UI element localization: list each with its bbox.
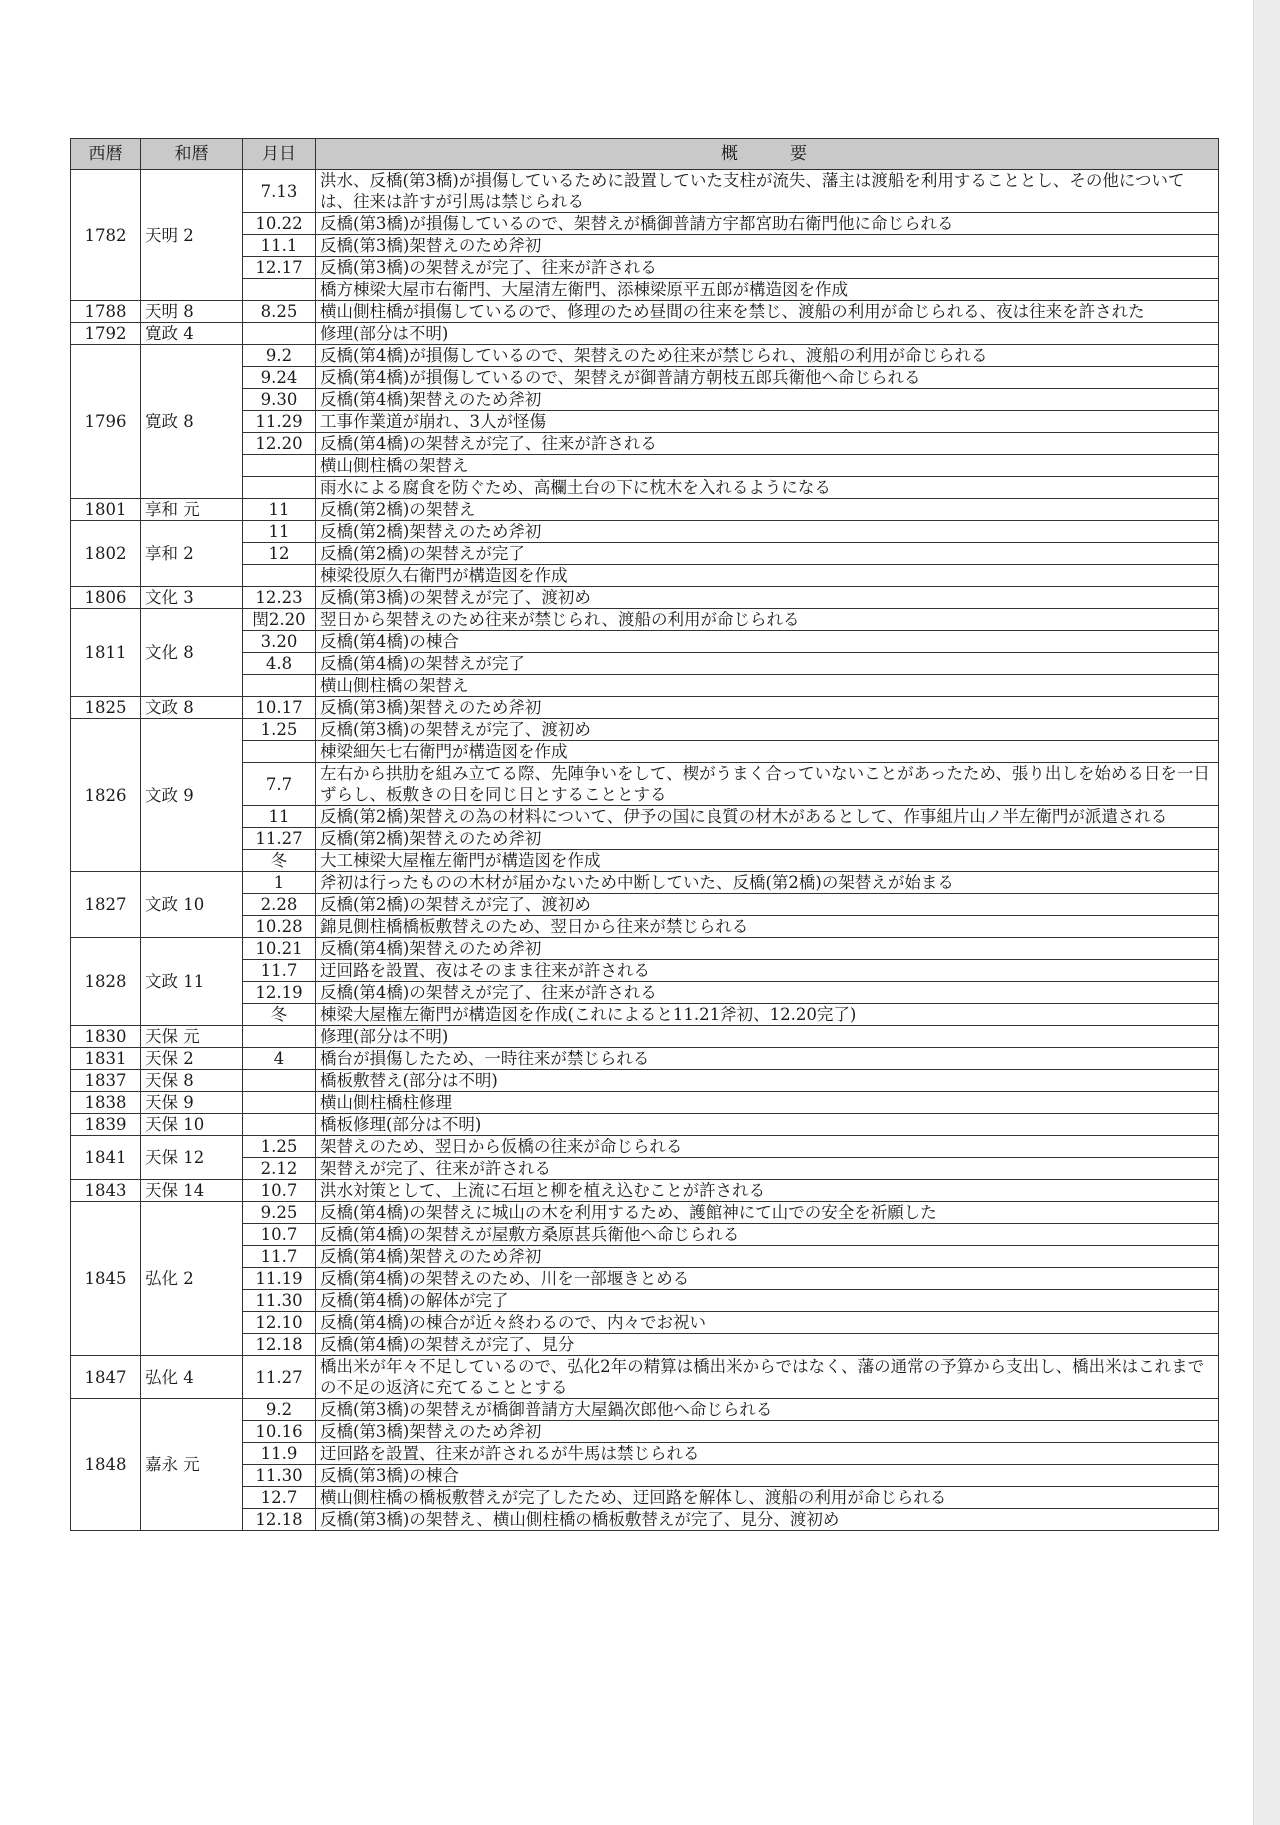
date-cell: [243, 279, 316, 301]
table-row: [71, 872, 1219, 894]
table-row: [71, 455, 1219, 477]
date-cell: 12: [243, 543, 316, 565]
date-cell: 9.24: [243, 367, 316, 389]
summary-cell: 錦見側柱橋橋板敷替えのため、翌日から往来が禁じられる: [316, 916, 1219, 938]
table-row: [71, 323, 1219, 345]
era-cell: 享和 元: [141, 499, 243, 521]
date-cell: 12.23: [243, 587, 316, 609]
summary-cell: 左右から拱肋を組み立てる際、先陣争いをして、楔がうまく合っていないことがあったため、張り出しを始める日を一日ずらし、板敷きの日を同じ日とすることとする: [316, 763, 1219, 806]
table-body: [71, 170, 1219, 1531]
table-row: [71, 982, 1219, 1004]
table-row: [71, 543, 1219, 565]
table-row: [71, 345, 1219, 367]
date-cell: 7.13: [243, 170, 316, 213]
table-row: [71, 1004, 1219, 1026]
summary-cell: 反橋(第4橋)の架替えが完了、往来が許される: [316, 433, 1219, 455]
era-cell: 寛政 4: [141, 323, 243, 345]
summary-cell: 反橋(第3橋)の架替えが完了、往来が許される: [316, 257, 1219, 279]
date-cell: 11.9: [243, 1443, 316, 1465]
date-cell: 閏2.20: [243, 609, 316, 631]
era-cell: 天保 2: [141, 1048, 243, 1070]
table-row: [71, 741, 1219, 763]
summary-cell: 洪水、反橋(第3橋)が損傷しているために設置していた支柱が流失、藩主は渡船を利用することとし、その他については、往来は許すが引馬は禁じられる: [316, 170, 1219, 213]
table-row: [71, 587, 1219, 609]
summary-cell: 反橋(第4橋)の架替えのため、川を一部堰きとめる: [316, 1268, 1219, 1290]
year-cell: 1831: [71, 1048, 141, 1070]
table-row: [71, 1290, 1219, 1312]
year-cell: 1841: [71, 1136, 141, 1180]
date-cell: 1: [243, 872, 316, 894]
summary-cell: 棟梁大屋権左衛門が構造図を作成(これによると11.21斧初、12.20完了): [316, 1004, 1219, 1026]
table-row: [71, 213, 1219, 235]
summary-cell: 架替えが完了、往来が許される: [316, 1158, 1219, 1180]
era-cell: 天保 14: [141, 1180, 243, 1202]
summary-cell: 反橋(第4橋)の架替えが完了、見分: [316, 1334, 1219, 1356]
summary-cell: 橋板修理(部分は不明): [316, 1114, 1219, 1136]
summary-cell: 反橋(第3橋)架替えのため斧初: [316, 235, 1219, 257]
summary-cell: 反橋(第4橋)架替えのため斧初: [316, 389, 1219, 411]
summary-cell: 反橋(第2橋)架替えの為の材料について、伊予の国に良質の材木があるとして、作事組片山ノ半左衛門が派遣される: [316, 806, 1219, 828]
table-row: [71, 1070, 1219, 1092]
date-cell: 11.27: [243, 1356, 316, 1399]
summary-cell: 反橋(第3橋)の架替え、横山側柱橋の橋板敷替えが完了、見分、渡初め: [316, 1509, 1219, 1531]
table-row: [71, 631, 1219, 653]
era-cell: 天保 元: [141, 1026, 243, 1048]
summary-cell: 反橋(第4橋)の架替えが完了、往来が許される: [316, 982, 1219, 1004]
year-cell: 1839: [71, 1114, 141, 1136]
date-cell: 12.17: [243, 257, 316, 279]
summary-cell: 反橋(第2橋)の架替えが完了、渡初め: [316, 894, 1219, 916]
table-row: [71, 301, 1219, 323]
date-cell: 12.10: [243, 1312, 316, 1334]
summary-cell: 翌日から架替えのため往来が禁じられ、渡船の利用が命じられる: [316, 609, 1219, 631]
summary-cell: 反橋(第4橋)の架替えが完了: [316, 653, 1219, 675]
date-cell: 10.21: [243, 938, 316, 960]
era-cell: 文政 11: [141, 938, 243, 1026]
year-cell: 1802: [71, 521, 141, 587]
summary-cell: 横山側柱橋柱修理: [316, 1092, 1219, 1114]
date-cell: 1.25: [243, 1136, 316, 1158]
date-cell: 10.7: [243, 1224, 316, 1246]
date-cell: [243, 1070, 316, 1092]
header-year: 西暦: [71, 139, 141, 170]
date-cell: [243, 741, 316, 763]
summary-cell: 橋出米が年々不足しているので、弘化2年の精算は橋出米からではなく、藩の通常の予算から支出し、橋出米はこれまでの不足の返済に充てることとする: [316, 1356, 1219, 1399]
date-cell: [243, 323, 316, 345]
summary-cell: 反橋(第2橋)架替えのため斧初: [316, 828, 1219, 850]
year-cell: 1838: [71, 1092, 141, 1114]
summary-cell: 反橋(第2橋)の架替え: [316, 499, 1219, 521]
table-row: [71, 565, 1219, 587]
summary-cell: 反橋(第4橋)の架替えに城山の木を利用するため、護館神にて山での安全を祈願した: [316, 1202, 1219, 1224]
summary-cell: 反橋(第4橋)架替えのため斧初: [316, 938, 1219, 960]
date-cell: [243, 1026, 316, 1048]
table-header-row: [71, 139, 1219, 170]
summary-cell: 迂回路を設置、往来が許されるが牛馬は禁じられる: [316, 1443, 1219, 1465]
table-row: [71, 916, 1219, 938]
date-cell: 4: [243, 1048, 316, 1070]
date-cell: [243, 1114, 316, 1136]
era-cell: 天保 8: [141, 1070, 243, 1092]
table-row: [71, 1202, 1219, 1224]
date-cell: 9.30: [243, 389, 316, 411]
date-cell: 10.7: [243, 1180, 316, 1202]
date-cell: 11: [243, 499, 316, 521]
year-cell: 1825: [71, 697, 141, 719]
table-row: [71, 938, 1219, 960]
era-cell: 弘化 4: [141, 1356, 243, 1399]
era-cell: 天保 12: [141, 1136, 243, 1180]
summary-cell: 横山側柱橋が損傷しているので、修理のため昼間の往来を禁じ、渡船の利用が命じられる、夜は往来を許された: [316, 301, 1219, 323]
era-cell: 文政 9: [141, 719, 243, 872]
year-cell: 1827: [71, 872, 141, 938]
table-row: [71, 1114, 1219, 1136]
date-cell: 11: [243, 806, 316, 828]
table-row: [71, 367, 1219, 389]
date-cell: 11: [243, 521, 316, 543]
date-cell: 10.16: [243, 1421, 316, 1443]
date-cell: 9.25: [243, 1202, 316, 1224]
summary-cell: 横山側柱橋の架替え: [316, 455, 1219, 477]
table-row: [71, 675, 1219, 697]
summary-cell: 洪水対策として、上流に石垣と柳を植え込むことが許される: [316, 1180, 1219, 1202]
summary-cell: 反橋(第3橋)架替えのため斧初: [316, 697, 1219, 719]
date-cell: 11.30: [243, 1465, 316, 1487]
era-cell: 享和 2: [141, 521, 243, 587]
date-cell: [243, 1092, 316, 1114]
year-cell: 1782: [71, 170, 141, 301]
year-cell: 1826: [71, 719, 141, 872]
year-cell: 1847: [71, 1356, 141, 1399]
date-cell: 12.18: [243, 1334, 316, 1356]
summary-cell: 反橋(第3橋)の棟合: [316, 1465, 1219, 1487]
table-row: [71, 389, 1219, 411]
year-cell: 1830: [71, 1026, 141, 1048]
date-cell: 2.28: [243, 894, 316, 916]
summary-cell: 反橋(第2橋)架替えのため斧初: [316, 521, 1219, 543]
table-row: [71, 719, 1219, 741]
summary-cell: 反橋(第4橋)の架替えが屋敷方桑原甚兵衛他へ命じられる: [316, 1224, 1219, 1246]
table-row: [71, 1465, 1219, 1487]
header-desc: 概 要: [316, 139, 1219, 170]
date-cell: 冬: [243, 1004, 316, 1026]
summary-cell: 反橋(第4橋)が損傷しているので、架替えのため往来が禁じられ、渡船の利用が命じられる: [316, 345, 1219, 367]
era-cell: 文化 3: [141, 587, 243, 609]
year-cell: 1788: [71, 301, 141, 323]
year-cell: 1845: [71, 1202, 141, 1356]
table-row: [71, 806, 1219, 828]
year-cell: 1843: [71, 1180, 141, 1202]
table-row: [71, 1509, 1219, 1531]
year-cell: 1811: [71, 609, 141, 697]
date-cell: 11.30: [243, 1290, 316, 1312]
table-row: [71, 1092, 1219, 1114]
era-cell: 嘉永 元: [141, 1399, 243, 1531]
summary-cell: 反橋(第4橋)の棟合: [316, 631, 1219, 653]
date-cell: 3.20: [243, 631, 316, 653]
date-cell: [243, 565, 316, 587]
summary-cell: 反橋(第4橋)が損傷しているので、架替えが御普請方朝枝五郎兵衛他へ命じられる: [316, 367, 1219, 389]
table-row: [71, 235, 1219, 257]
date-cell: 10.22: [243, 213, 316, 235]
summary-cell: 大工棟梁大屋権左衛門が構造図を作成: [316, 850, 1219, 872]
date-cell: 11.27: [243, 828, 316, 850]
era-cell: 天明 2: [141, 170, 243, 301]
era-cell: 文化 8: [141, 609, 243, 697]
era-cell: 文政 8: [141, 697, 243, 719]
table-row: [71, 1268, 1219, 1290]
summary-cell: 迂回路を設置、夜はそのまま往来が許される: [316, 960, 1219, 982]
date-cell: 10.28: [243, 916, 316, 938]
table-row: [71, 1334, 1219, 1356]
date-cell: [243, 455, 316, 477]
summary-cell: 斧初は行ったものの木材が届かないため中断していた、反橋(第2橋)の架替えが始まる: [316, 872, 1219, 894]
summary-cell: 修理(部分は不明): [316, 323, 1219, 345]
date-cell: 2.12: [243, 1158, 316, 1180]
table-row: [71, 1421, 1219, 1443]
header-era: 和暦: [141, 139, 243, 170]
table-row: [71, 279, 1219, 301]
summary-cell: 反橋(第3橋)が損傷しているので、架替えが橋御普請方宇都宮助右衛門他に命じられる: [316, 213, 1219, 235]
summary-cell: 橋台が損傷したため、一時往来が禁じられる: [316, 1048, 1219, 1070]
date-cell: 10.17: [243, 697, 316, 719]
date-cell: 11.1: [243, 235, 316, 257]
table-row: [71, 960, 1219, 982]
date-cell: 12.20: [243, 433, 316, 455]
table-row: [71, 433, 1219, 455]
table-row: [71, 257, 1219, 279]
summary-cell: 反橋(第3橋)の架替えが完了、渡初め: [316, 587, 1219, 609]
table-row: [71, 1356, 1219, 1399]
era-cell: 天保 10: [141, 1114, 243, 1136]
summary-cell: 棟梁役原久右衛門が構造図を作成: [316, 565, 1219, 587]
table-row: [71, 1312, 1219, 1334]
date-cell: [243, 675, 316, 697]
table-row: [71, 609, 1219, 631]
table-row: [71, 1487, 1219, 1509]
table-row: [71, 521, 1219, 543]
table-row: [71, 1026, 1219, 1048]
table-row: [71, 1136, 1219, 1158]
table-row: [71, 894, 1219, 916]
table-row: [71, 1246, 1219, 1268]
table-row: [71, 1224, 1219, 1246]
date-cell: 冬: [243, 850, 316, 872]
year-cell: 1828: [71, 938, 141, 1026]
year-cell: 1801: [71, 499, 141, 521]
era-cell: 文政 10: [141, 872, 243, 938]
table-row: [71, 828, 1219, 850]
era-cell: 弘化 2: [141, 1202, 243, 1356]
year-cell: 1792: [71, 323, 141, 345]
table-row: [71, 850, 1219, 872]
table-row: [71, 1158, 1219, 1180]
date-cell: 8.25: [243, 301, 316, 323]
summary-cell: 反橋(第3橋)の架替えが完了、渡初め: [316, 719, 1219, 741]
table-row: [71, 1399, 1219, 1421]
summary-cell: 反橋(第3橋)架替えのため斧初: [316, 1421, 1219, 1443]
chronology-table: [70, 138, 1219, 1531]
table-row: [71, 411, 1219, 433]
date-cell: 1.25: [243, 719, 316, 741]
table-row: [71, 697, 1219, 719]
summary-cell: 工事作業道が崩れ、3人が怪傷: [316, 411, 1219, 433]
date-cell: 11.7: [243, 960, 316, 982]
summary-cell: 反橋(第2橋)の架替えが完了: [316, 543, 1219, 565]
table-row: [71, 477, 1219, 499]
era-cell: 寛政 8: [141, 345, 243, 499]
header-date: 月日: [243, 139, 316, 170]
era-cell: 天明 8: [141, 301, 243, 323]
summary-cell: 横山側柱橋の架替え: [316, 675, 1219, 697]
date-cell: 7.7: [243, 763, 316, 806]
page-edge-shadow: [1253, 0, 1280, 1825]
date-cell: 4.8: [243, 653, 316, 675]
table-row: [71, 1180, 1219, 1202]
date-cell: 12.19: [243, 982, 316, 1004]
summary-cell: 反橋(第4橋)の解体が完了: [316, 1290, 1219, 1312]
summary-cell: 反橋(第3橋)の架替えが橋御普請方大屋鍋次郎他へ命じられる: [316, 1399, 1219, 1421]
year-cell: 1796: [71, 345, 141, 499]
date-cell: 12.18: [243, 1509, 316, 1531]
table-row: [71, 763, 1219, 806]
date-cell: 9.2: [243, 1399, 316, 1421]
date-cell: 11.7: [243, 1246, 316, 1268]
summary-cell: 橋板敷替え(部分は不明): [316, 1070, 1219, 1092]
summary-cell: 棟梁細矢七右衛門が構造図を作成: [316, 741, 1219, 763]
year-cell: 1806: [71, 587, 141, 609]
table-row: [71, 653, 1219, 675]
date-cell: [243, 477, 316, 499]
table-row: [71, 170, 1219, 213]
summary-cell: 橋方棟梁大屋市右衛門、大屋清左衛門、添棟梁原平五郎が構造図を作成: [316, 279, 1219, 301]
era-cell: 天保 9: [141, 1092, 243, 1114]
summary-cell: 反橋(第4橋)架替えのため斧初: [316, 1246, 1219, 1268]
table-row: [71, 1443, 1219, 1465]
summary-cell: 横山側柱橋の橋板敷替えが完了したため、迂回路を解体し、渡船の利用が命じられる: [316, 1487, 1219, 1509]
summary-cell: 雨水による腐食を防ぐため、高欄土台の下に枕木を入れるようになる: [316, 477, 1219, 499]
date-cell: 9.2: [243, 345, 316, 367]
date-cell: 12.7: [243, 1487, 316, 1509]
summary-cell: 反橋(第4橋)の棟合が近々終わるので、内々でお祝い: [316, 1312, 1219, 1334]
summary-cell: 修理(部分は不明): [316, 1026, 1219, 1048]
table-row: [71, 1048, 1219, 1070]
year-cell: 1837: [71, 1070, 141, 1092]
date-cell: 11.19: [243, 1268, 316, 1290]
table-row: [71, 499, 1219, 521]
date-cell: 11.29: [243, 411, 316, 433]
summary-cell: 架替えのため、翌日から仮橋の往来が命じられる: [316, 1136, 1219, 1158]
year-cell: 1848: [71, 1399, 141, 1531]
